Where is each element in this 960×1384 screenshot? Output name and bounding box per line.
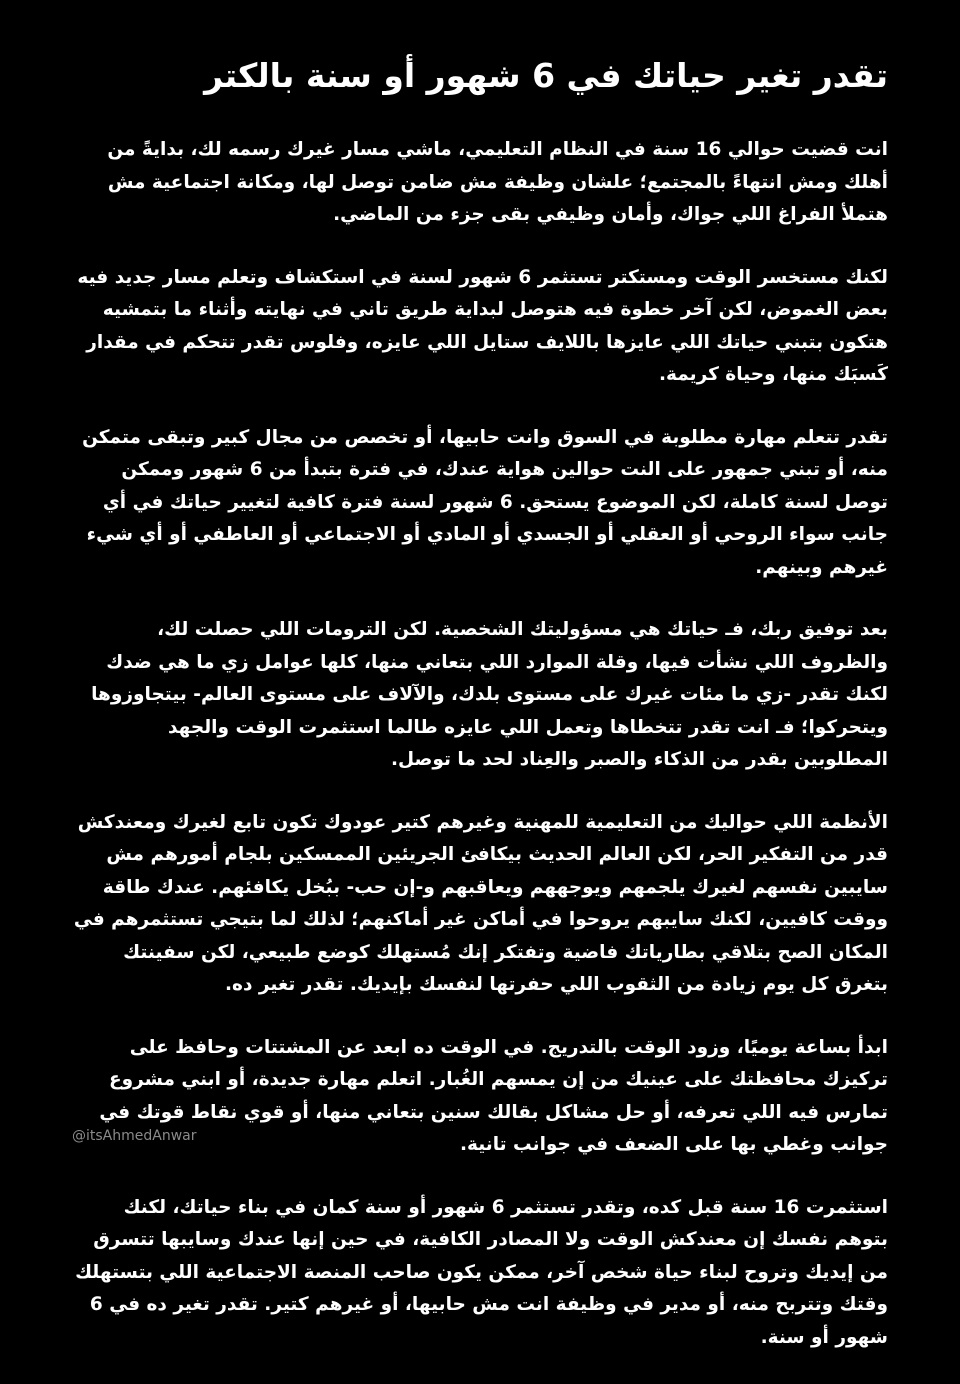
paragraph-5: الأنظمة اللي حواليك من التعليمية للمهنية وغيرهم كتير عودوك تكون تابع لغيرك ومعندكش قدر من التفكير الحر، لكن العالم الحديث بيكافئ الجريئين الممسكين بلجام أمورهم مش سايبين نفسهم لغيرك يلجمهم ويوجههم ويعاقبهم و-إن حب- ببُخل يكافئهم. عندك طاقة ووقت كافيين، لكنك سايبهم يروحوا في أماكن غير أماكنهم؛ لذلك لما بتيجي تستثمرهم في المكان الصح بتلاقي بطارياتك فاضية وتفتكر إنك مُستهلك كوضع طبيعي، لكن سفينتك بتغرق كل يوم زيادة من الثقوب اللي حفرتها لنفسك بإيديك. تقدر تغير ده. [73,811,888,995]
paragraph-4: بعد توفيق ربك، فـ حياتك هي مسؤوليتك الشخصية. لكن الترومات اللي حصلت لك، والظروف اللي نشأت فيها، وقلة الموارد اللي بتعاني منها، كلها عوامل زي ما هي ضدك لكنك تقدر -زي ما مئات غيرك على مستوى بلدك، والآلاف على مستوى العالم- بيتجاوزوها ويتحركوا؛ فـ انت تقدر تتخطاها وتعمل اللي عايزه طالما استثمرت الوقت والجهد المطلوبين بقدر من الذكاء والصبر والعِناد لحد ما توصل. [91,619,888,770]
paragraph-1: انت قضيت حوالي 16 سنة في النظام التعليمي، ماشي مسار غيرك رسمه لك، بدايةً من أهلك ومش انتهاءً بالمجتمع؛ علشان وظيفة مش ضامن توصل لها، ومكانة اجتماعية مش هتملأ الفراغ اللي جواك، وأمان وظيفي بقى جزء من الماضي. [107,139,888,225]
author-handle: @itsAhmedAnwar [72,1128,197,1144]
paragraph-3: تقدر تتعلم مهارة مطلوبة في السوق وانت حابيها، أو تخصص من مجال كبير وتبقى متمكن منه، أو تبني جمهور على النت حوالين هواية عندك، في فترة بتبدأ من 6 شهور وممكن توصل لسنة كاملة، لكن الموضوع يستحق. 6 شهور لسنة فترة كافية لتغيير حياتك في أي جانب سواء الروحي أو العقلي أو الجسدي أو المادي أو الاجتماعي أو العاطفي أو أي شيء غيرهم وبينهم. [82,426,888,578]
post-body [72,52,888,1384]
paragraph-7: استثمرت 16 سنة قبل كده، وتقدر تستثمر 6 شهور أو سنة كمان في بناء حياتك، لكنك بتوهم نفسك إن معندكش الوقت ولا المصادر الكافية، في حين إنها عندك وسايبها تتسرق من إيديك وتروح لبناء حياة شخص آخر، ممكن يكون صاحب المنصة الاجتماعية اللي بتستهلك وقتك وتتربح منه، أو مدير في وظيفة انت مش حابيها، أو غيرهم كتير. تقدر تغير ده في 6 شهور أو سنة. [75,1196,888,1348]
paragraph-2: لكنك مستخسر الوقت ومستكتر تستثمر 6 شهور لسنة في استكشاف وتعلم مسار جديد فيه بعض الغموض، لكن آخر خطوة فيه هتوصل لبداية طريق تاني في نهايته وأثناء ما بتمشيه هتكون بتبني حياتك اللي عايزها باللايف ستايل اللي عايزه، وفلوس تقدر تتحكم في مقدار كَسبَك منها، وحياة كريمة. [77,266,888,385]
paragraph-6: ابدأ بساعة يوميًا، وزود الوقت بالتدريج. في الوقت ده ابعد عن المشتتات وحافظ على تركيزك محافظتك على عينيك من إن يمسهم الغُبار. اتعلم مهارة جديدة، أو ابني مشروع تمارس فيه اللي تعرفه، أو حل مشاكل بقالك سنين بتعاني منها، أو قوي نقاط قوتك في جوانب وغطي بها على الضعف في جوانب تانية. [99,1036,888,1155]
post-title: تقدر تغير حياتك في 6 شهور أو سنة بالكتر [204,56,888,95]
